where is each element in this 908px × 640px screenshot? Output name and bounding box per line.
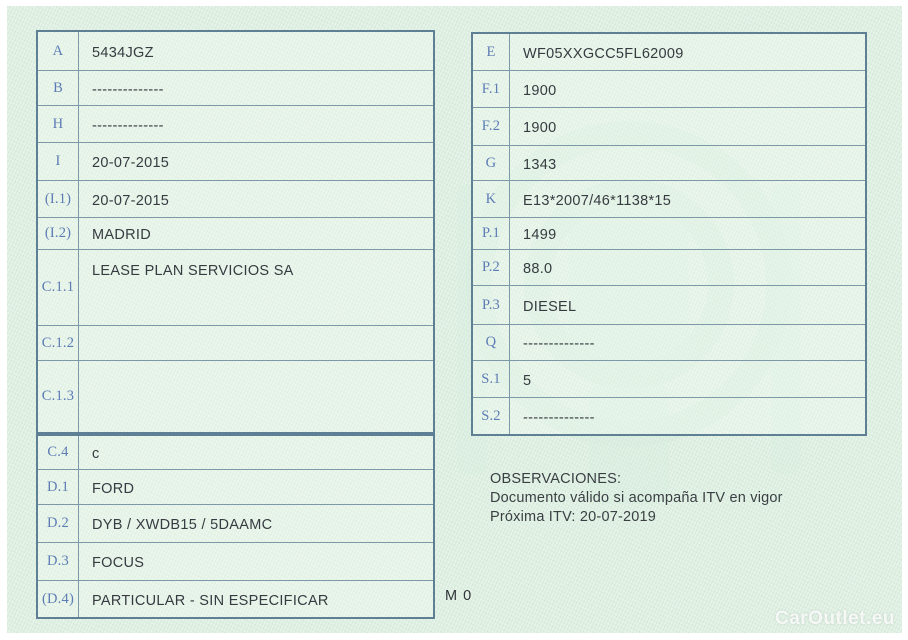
field-value: 1900: [523, 120, 557, 136]
table-row: [38, 180, 433, 217]
field-label: E: [473, 34, 510, 70]
table-row: [38, 504, 433, 542]
field-value: PARTICULAR - SIN ESPECIFICAR: [92, 592, 329, 609]
table-row: [38, 70, 433, 105]
field-value: 1900: [523, 82, 557, 99]
table-row: [473, 360, 865, 397]
field-value: --------------: [523, 336, 595, 352]
field-value: --------------: [92, 117, 164, 134]
field-value: WF05XXGCC5FL62009: [523, 45, 684, 62]
field-value: DIESEL: [523, 298, 577, 315]
field-label: G: [473, 146, 510, 180]
field-label: D.2: [38, 505, 79, 542]
observaciones-block: [490, 470, 880, 527]
field-value: 1343: [523, 156, 557, 173]
table-row: [473, 70, 865, 107]
table-row: [38, 360, 433, 432]
field-label: C.1.1: [38, 250, 79, 325]
field-value: 1499: [523, 227, 557, 243]
field-value: E13*2007/46*1138*15: [523, 192, 672, 209]
vehicle-registration-table-left-bottom: [36, 434, 435, 619]
table-row: [38, 469, 433, 504]
table-row: [473, 107, 865, 145]
table-row: [38, 436, 433, 469]
field-label: P.1: [473, 218, 510, 249]
vehicle-registration-table-right: [471, 32, 867, 436]
field-value: 5: [523, 372, 532, 389]
table-row: [38, 580, 433, 617]
field-label: (I.2): [38, 218, 79, 249]
table-row: [38, 542, 433, 580]
table-row: [473, 397, 865, 434]
table-row: [473, 180, 865, 217]
field-label: A: [38, 32, 79, 70]
field-label: Q: [473, 325, 510, 360]
field-value: DYB / XWDB15 / 5DAAMC: [92, 517, 273, 533]
table-row: [473, 145, 865, 180]
field-label: P.3: [473, 286, 510, 324]
field-label: H: [38, 106, 79, 142]
field-value: 20-07-2015: [92, 192, 170, 209]
field-value: --------------: [92, 81, 164, 98]
field-label: (I.1): [38, 181, 79, 217]
field-value: LEASE PLAN SERVICIOS SA: [92, 263, 294, 279]
field-label: C.1.2: [38, 326, 79, 360]
field-value: 88.0: [523, 261, 553, 277]
field-label: D.3: [38, 543, 79, 580]
observaciones-title: OBSERVACIONES:: [490, 471, 622, 487]
table-row: [38, 142, 433, 180]
m0-code: M 0: [445, 588, 473, 604]
field-value: FOCUS: [92, 555, 145, 571]
table-row: [38, 217, 433, 249]
table-row: [38, 105, 433, 142]
field-label: F.1: [473, 71, 510, 107]
field-value: [79, 326, 433, 360]
observaciones-line: Próxima ITV: 20-07-2019: [490, 509, 657, 525]
field-label: F.2: [473, 108, 510, 145]
field-value: 20-07-2015: [92, 155, 170, 171]
document-background: [7, 6, 902, 633]
table-row: [473, 34, 865, 70]
field-value: FORD: [92, 480, 135, 497]
table-row: [38, 249, 433, 325]
field-label: P.2: [473, 250, 510, 285]
table-row: [473, 217, 865, 249]
field-label: D.1: [38, 470, 79, 504]
table-row: [473, 285, 865, 324]
vehicle-registration-table-left-top: [36, 30, 435, 434]
field-label: B: [38, 71, 79, 105]
table-row: [38, 32, 433, 70]
field-value: 5434JGZ: [92, 44, 154, 61]
caroutlet-watermark: CarOutlet.eu: [774, 608, 895, 629]
field-value: [79, 361, 433, 432]
table-row: [473, 249, 865, 285]
field-value: c: [92, 446, 100, 462]
field-label: C.4: [38, 436, 79, 469]
field-label: S.1: [473, 361, 510, 397]
field-label: C.1.3: [38, 361, 79, 432]
table-row: [473, 324, 865, 360]
field-label: (D.4): [38, 581, 79, 617]
field-value: MADRID: [92, 227, 151, 243]
field-label: S.2: [473, 398, 510, 434]
field-value: --------------: [523, 409, 595, 426]
field-label: K: [473, 181, 510, 217]
table-row: [38, 325, 433, 360]
observaciones-line: Documento válido si acompaña ITV en vigor: [490, 490, 783, 506]
field-label: I: [38, 143, 79, 180]
